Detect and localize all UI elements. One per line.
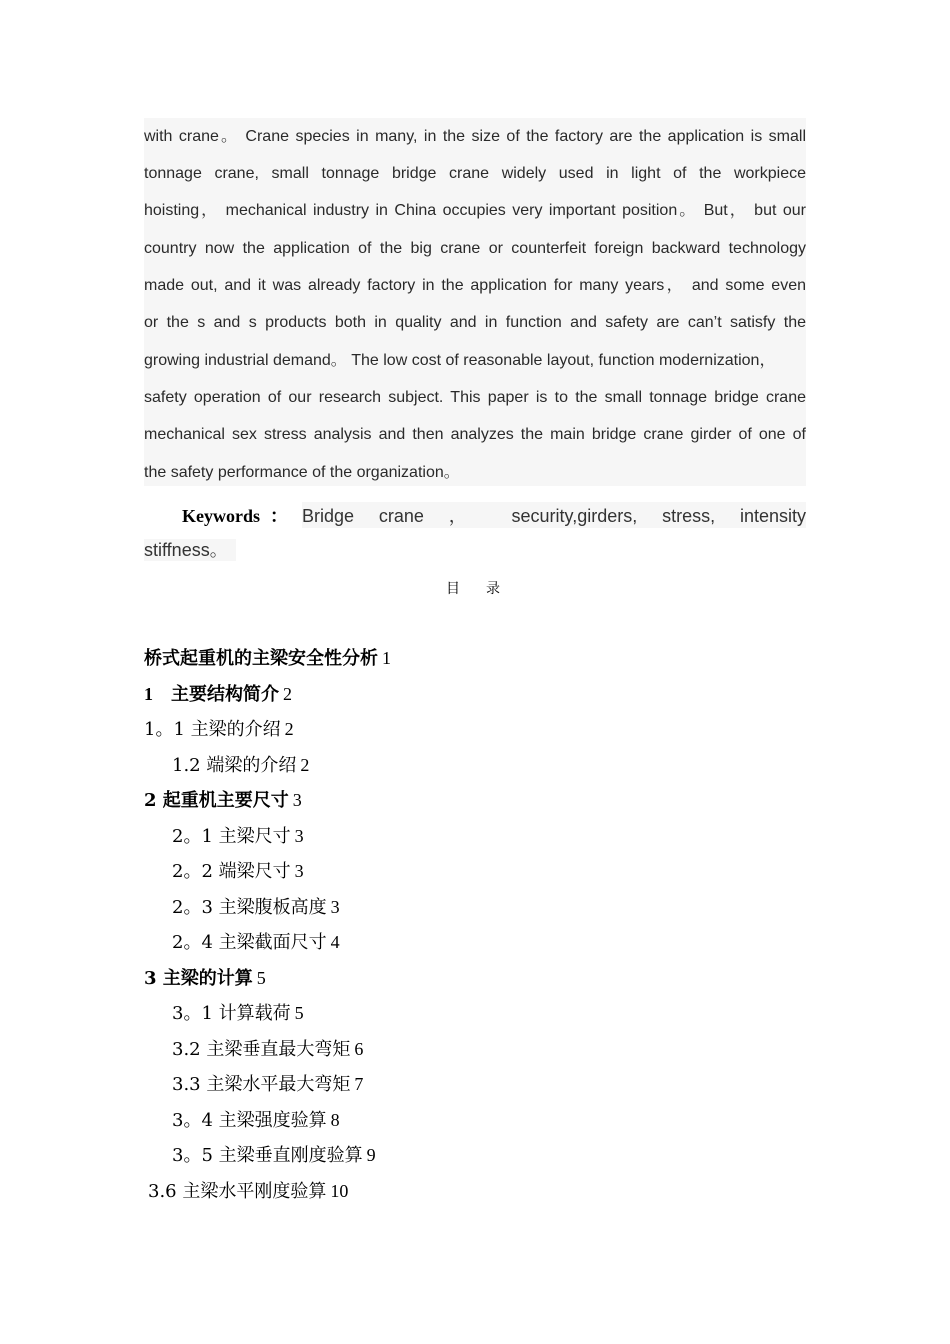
toc-entry-page: 5 (256, 967, 266, 988)
toc-entry-title: 2。4 主梁截面尺寸 (172, 932, 327, 953)
toc-entry-page: 7 (354, 1074, 364, 1094)
toc-entry-title: 桥式起重机的主梁安全性分析 (144, 648, 378, 669)
abstract-line: safety operation of our research subject. This paper is to the small tonnage bridge crane (144, 389, 806, 406)
toc-entry-page: 3 (294, 861, 304, 881)
toc-entry[interactable] (172, 753, 309, 778)
toc-entry-title: 3.3 主梁水平最大弯矩 (172, 1074, 351, 1095)
toc-entry-page: 3 (330, 896, 340, 917)
toc-entry-title: 3。4 主梁强度验算 (172, 1109, 327, 1131)
abstract-line: or the s and s products both in quality and in function and safety are can’t satisfy the (144, 314, 806, 331)
toc-entry-page: 3 (292, 790, 302, 810)
toc-entry[interactable] (172, 859, 304, 884)
abstract-line: made out, and it was already factory in the application for many years， and some even (144, 277, 806, 294)
abstract-line: country now the application of the big crane or counterfeit foreign backward technology (144, 240, 806, 257)
toc-entry-title: 1。1 主梁的介绍 (144, 719, 281, 740)
abstract-line: tonnage crane, small tonnage bridge crane widely used in light of the workpiece (144, 165, 806, 182)
toc-title (446, 578, 500, 598)
toc-entry[interactable] (144, 682, 292, 707)
keywords-colon: ： (270, 506, 288, 526)
toc-entry-title: 3 主梁的计算 (144, 967, 253, 989)
toc-entry-page: 2 (283, 683, 292, 704)
toc-entry-page: 4 (330, 932, 340, 952)
toc-entry-title: 3。1 计算载荷 (172, 1003, 291, 1024)
keywords-label: Keywords (182, 506, 260, 526)
toc-entry[interactable] (172, 1072, 363, 1097)
abstract-line: growing industrial demand。 The low cost of reasonable layout, function modernization， (144, 352, 776, 369)
toc-entry[interactable] (172, 824, 304, 849)
toc-entry[interactable] (144, 717, 294, 742)
toc-entry[interactable] (172, 895, 340, 920)
toc-entry-page: 8 (330, 1109, 340, 1130)
toc-entry[interactable] (172, 1108, 340, 1133)
toc-entry-title: 3。5 主梁垂直刚度验算 (172, 1145, 363, 1166)
toc-entry[interactable] (172, 930, 340, 955)
toc-entry-title: 1.2 端梁的介绍 (172, 754, 297, 776)
toc-entry[interactable] (148, 1179, 348, 1204)
toc-entry-page: 3 (294, 825, 304, 846)
abstract-line: the safety performance of the organization。 (144, 464, 460, 481)
toc-entry-title: 2 起重机主要尺寸 (144, 790, 289, 811)
toc-entry-title: 2。1 主梁尺寸 (172, 825, 291, 847)
keywords-text: Bridge crane ， security,girders, stress, intensity (302, 502, 806, 528)
keywords-line (144, 502, 806, 528)
toc-entry[interactable] (144, 646, 391, 671)
toc-entry-page: 10 (330, 1180, 349, 1201)
toc-title-char: 目 (446, 581, 460, 597)
toc-entry[interactable] (172, 1001, 304, 1026)
toc-entry[interactable] (172, 1037, 363, 1062)
toc-entry[interactable] (144, 788, 302, 813)
toc-entry-title: 3.6 主梁水平刚度验算 (148, 1180, 327, 1202)
abstract-line: hoisting， mechanical industry in China occupies very important position。 But， but our (144, 202, 806, 219)
toc-entry-page: 6 (354, 1038, 364, 1059)
keywords-continuation: stiffness。 (144, 539, 236, 561)
toc-entry-page: 2 (284, 719, 294, 739)
toc-entry-page: 1 (382, 648, 391, 668)
toc-entry-page: 5 (294, 1003, 304, 1023)
toc-entry-title: 主要结构简介 (171, 683, 279, 705)
toc-entry[interactable] (172, 1143, 376, 1168)
toc-entry-title: 2。2 端梁尺寸 (172, 861, 291, 882)
abstract-line: mechanical sex stress analysis and then analyzes the main bridge crane girder of one of (144, 426, 806, 443)
toc-entry-page: 2 (300, 754, 310, 775)
toc-entry-title: 2。3 主梁腹板高度 (172, 896, 327, 918)
abstract-line: with crane。 Crane species in many, in the size of the factory are the application is small (144, 128, 806, 145)
toc-entry[interactable] (144, 966, 266, 991)
toc-title-char: 录 (486, 581, 500, 597)
toc-entry-number: 1 (144, 683, 153, 704)
toc-entry-page: 9 (366, 1145, 376, 1165)
toc-entry-title: 3.2 主梁垂直最大弯矩 (172, 1038, 351, 1060)
